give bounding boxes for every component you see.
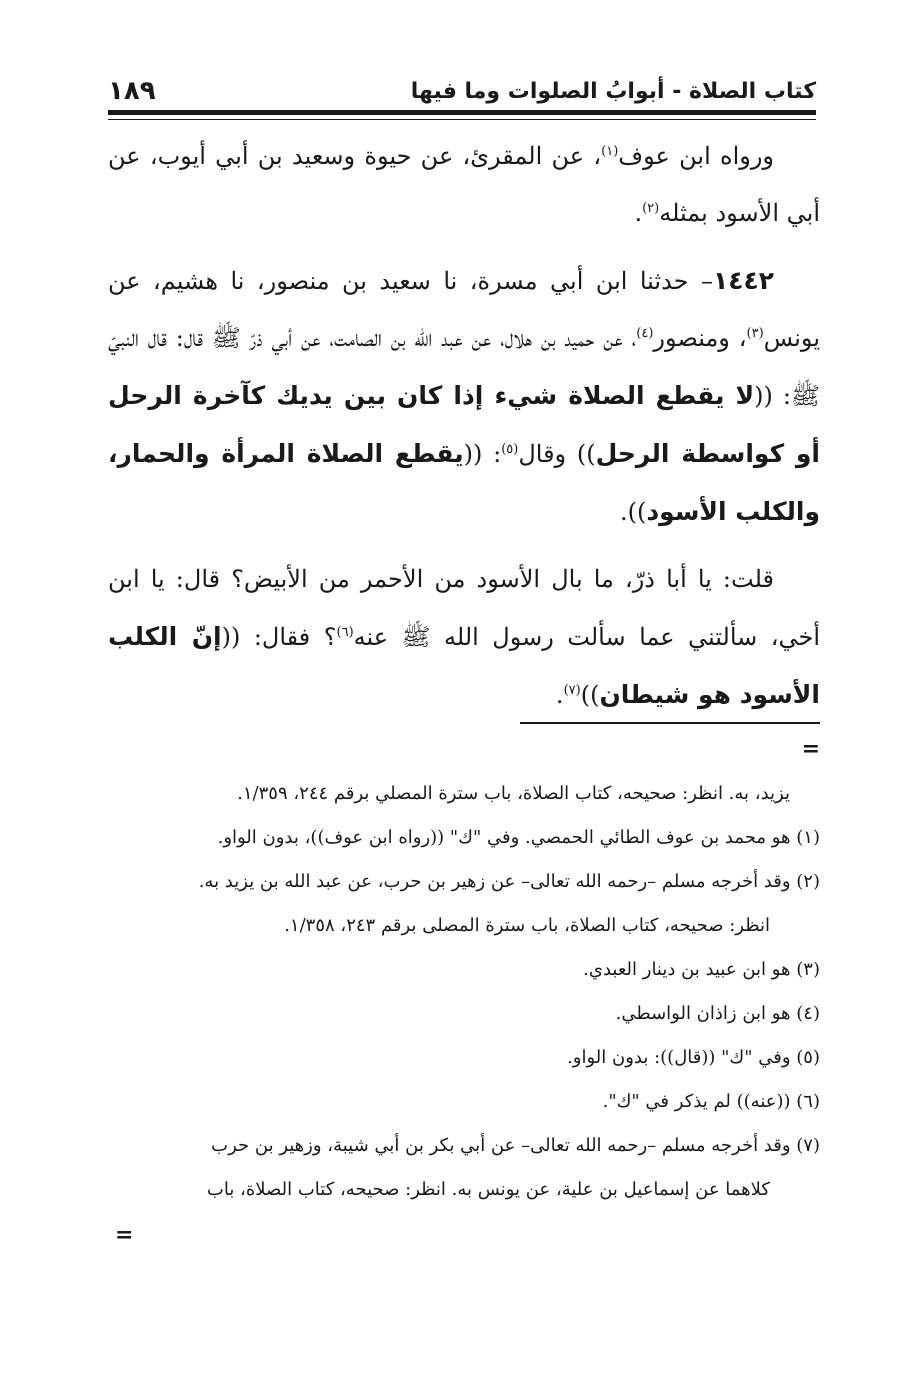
- footnote-continues-mark: =: [115, 1222, 134, 1248]
- p3-text-a: قلت: يا أبا ذرّ، ما بال الأسود من الأحمر من الأبيض؟ قال: يا ابن أخي، سألتني عما سألت رسول الله ﷺ عنه: [108, 565, 821, 651]
- p3-text-c: )): [580, 681, 600, 709]
- main-text: [108, 128, 820, 734]
- footnote-ref-2: (٢): [642, 201, 660, 216]
- hadith-text-bold-3: إنّ الكلب الأسود هو شيطان: [108, 622, 820, 709]
- footnote-ref-4: (٤): [636, 326, 654, 341]
- footnote-7-continued: كلاهما عن إسماعيل بن علية، عن يونس به. انظر: صحيحه، كتاب الصلاة، باب: [206, 1179, 770, 1200]
- p1-text-b: ، عن المقرئ، عن حيوة وسعيد بن أبي أيوب، عن أبي الأسود بمثله: [108, 142, 820, 227]
- hadith-text-bold-2: يقطع الصلاة المرأة والحمار، والكلب الأسود: [108, 439, 820, 526]
- footnote-ref-1: (١): [601, 144, 619, 159]
- footnote-3: (٣) هو ابن عبيد بن دينار العبدي.: [583, 959, 820, 980]
- footnote-1: (١) هو محمد بن عوف الطائي الحمصي. وفي "ك" ((رواه ابن عوف))، بدون الواو.: [217, 827, 820, 848]
- p3-text-d: .: [555, 681, 564, 709]
- p2-text-b: ، ومنصور: [653, 324, 747, 352]
- footnote-5: (٥) وفي "ك" ((قال)): بدون الواو.: [567, 1047, 820, 1068]
- footnote-ref-7: (٧): [563, 683, 581, 698]
- p2-text-c: ، عن حميد بن هلال، عن عبد الله بن الصامت، عن أبي ذرّ ﷺ قال: قال النبيّ ﷺ: ((: [108, 324, 820, 410]
- footnote-4: (٤) هو ابن زاذان الواسطي.: [615, 1003, 820, 1024]
- paragraph-2: [108, 252, 820, 541]
- footnotes: [108, 772, 820, 1212]
- paragraph-1: [108, 128, 820, 242]
- footnote-7: (٧) وقد أخرجه مسلم –رحمه الله تعالى– عن أبي بكر بن أبي شيبة، وزهير بن حرب: [211, 1135, 820, 1156]
- header-title: كتاب الصلاة - أبوابُ الصلوات وما فيها: [410, 79, 816, 104]
- footnote-continuation-mark: =: [801, 736, 820, 762]
- footnote-ref-6: (٦): [336, 625, 354, 640]
- p3-text-b: ؟ فقال: ((: [221, 623, 337, 651]
- footnote-2: (٢) وقد أخرجه مسلم –رحمه الله تعالى– عن زهير بن حرب، عن عبد الله بن يزيد به.: [198, 871, 820, 892]
- p1-text-a: ورواه ابن عوف: [618, 142, 774, 170]
- hadith-text-bold-1: لا يقطع الصلاة شيء إذا كان بين يديك كآخرة الرحل أو كواسطة الرحل: [108, 381, 820, 468]
- footnote-separator: [520, 722, 820, 724]
- header-rule-thick: [108, 110, 816, 115]
- p2-text-a: – حدثنا ابن أبي مسرة، نا سعيد بن منصور، نا هشيم، عن يونس: [108, 267, 821, 352]
- p2-text-f: )).: [619, 498, 647, 526]
- footnote-continued: يزيد، به. انظر: صحيحه، كتاب الصلاة، باب سترة المصلي برقم ٢٤٤، ١/٣٥٩.: [237, 783, 790, 804]
- paragraph-3: [108, 551, 820, 724]
- footnote-ref-3: (٣): [746, 326, 764, 341]
- running-header: [108, 64, 816, 108]
- p1-text-c: .: [634, 199, 643, 227]
- footnote-6: (٦) ((عنه)) لم يذكر في "ك".: [602, 1091, 820, 1112]
- page-number: ١٨٩: [108, 76, 156, 106]
- footnote-ref-5: (٥): [501, 442, 519, 457]
- p2-text-d: )) وقال: [518, 440, 596, 468]
- footnote-2-continued: انظر: صحيحه، كتاب الصلاة، باب سترة المصلى برقم ٢٤٣، ١/٣٥٨.: [284, 915, 770, 936]
- hadith-number: ١٤٤٢: [712, 266, 774, 295]
- header-rule-thin: [108, 119, 816, 120]
- p2-text-e: : ((: [463, 440, 502, 468]
